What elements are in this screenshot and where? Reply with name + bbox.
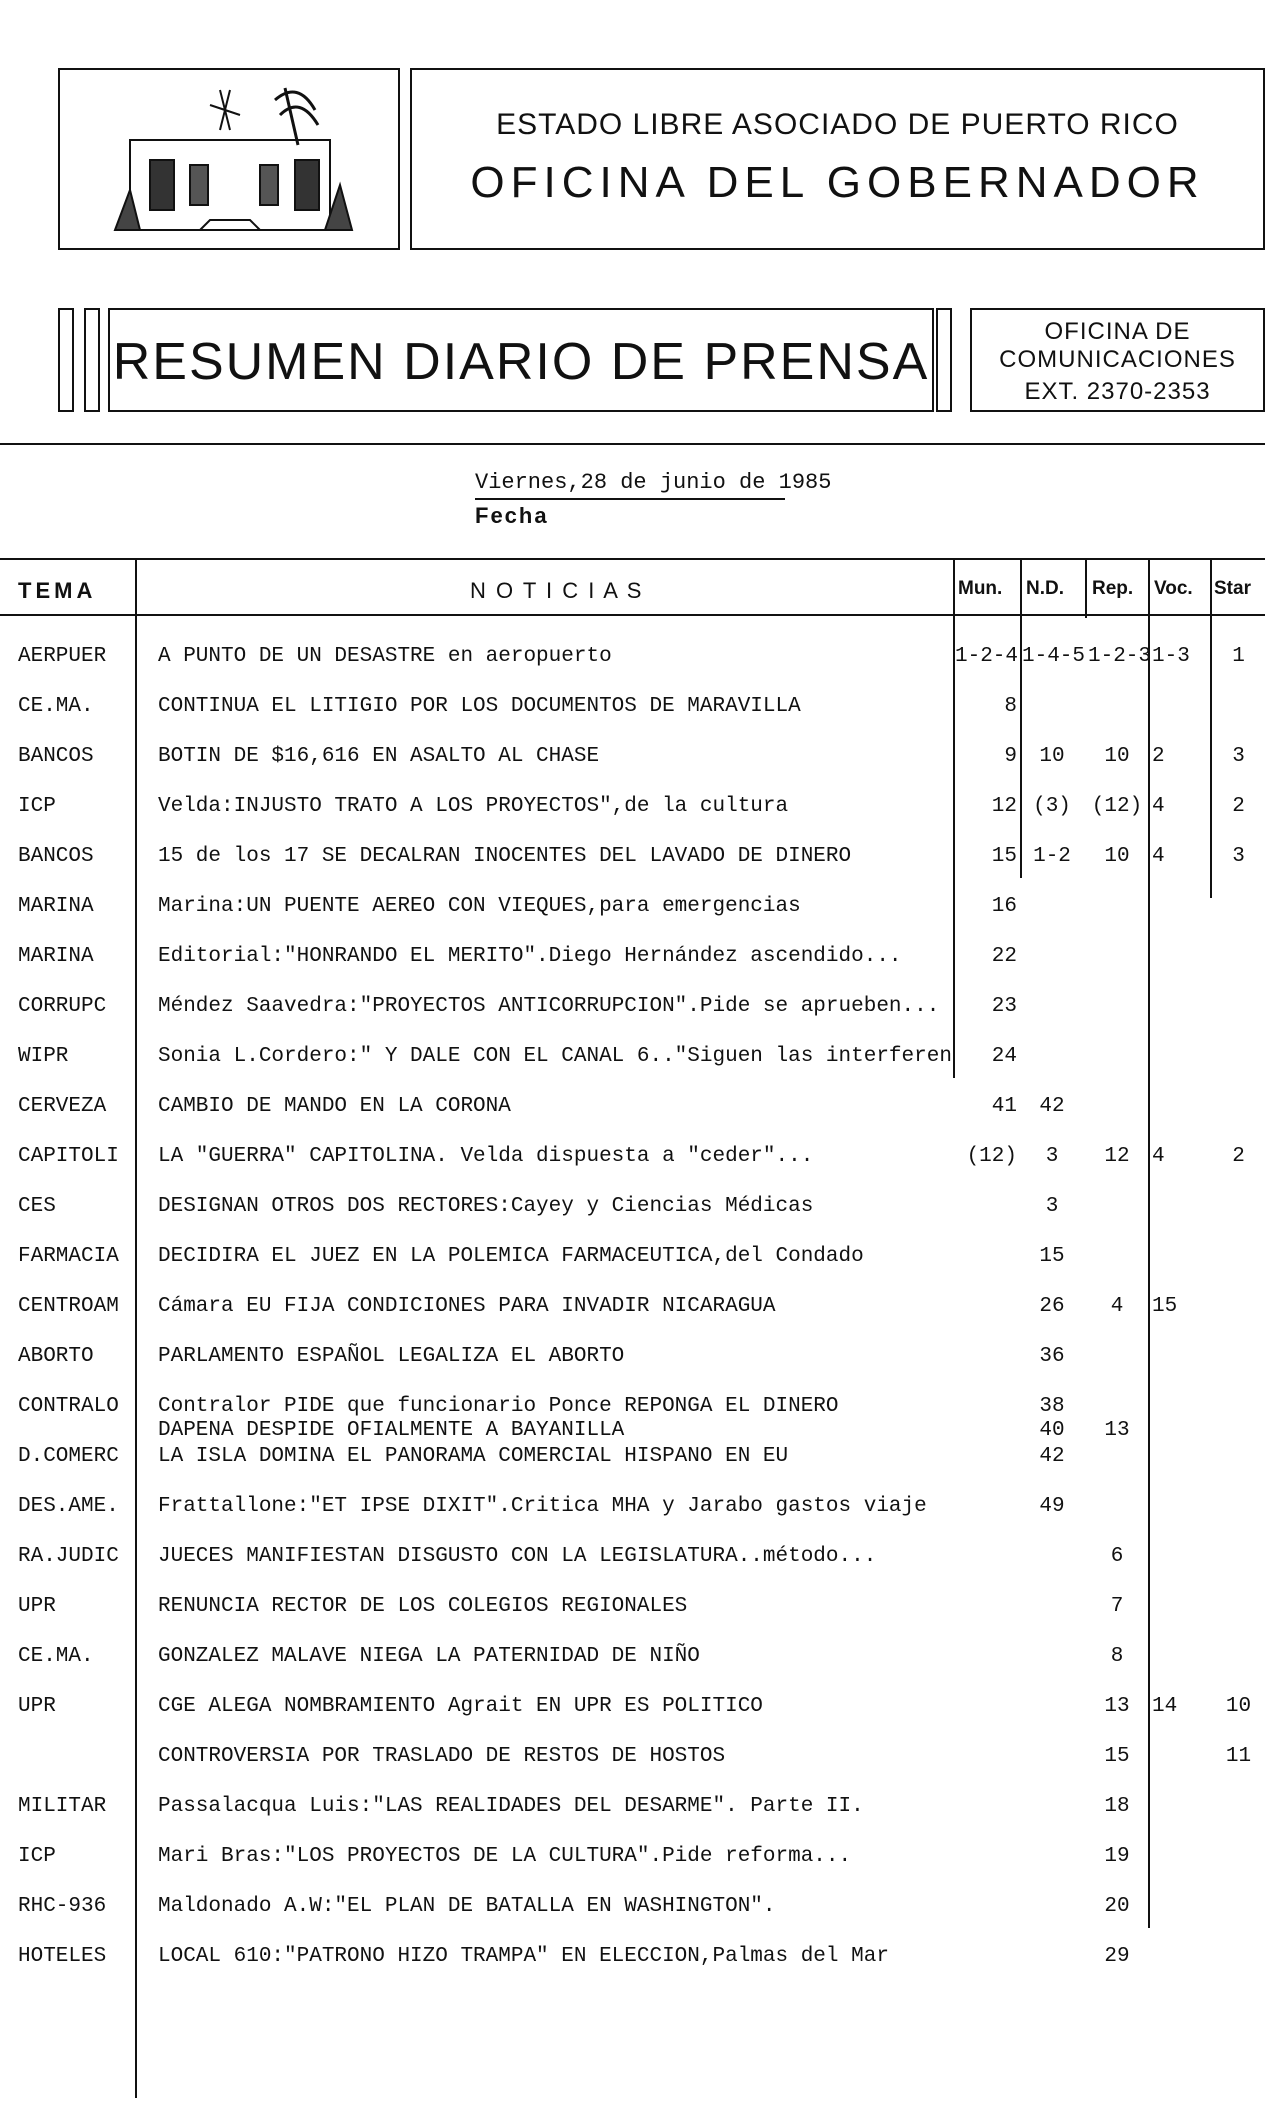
row-mun: 22	[991, 945, 1017, 968]
date-label: Fecha	[475, 503, 549, 528]
row-rep: 20	[1104, 1895, 1130, 1918]
row-tema: CES	[18, 1195, 56, 1218]
row-star: 1	[1232, 645, 1245, 668]
row-rep: 4	[1110, 1295, 1124, 1318]
fortaleza-logo-icon	[60, 70, 398, 248]
row-noticia: Editorial:"HONRANDO EL MERITO".Diego Hernández ascendido...	[158, 945, 902, 968]
row-mun: 16	[991, 895, 1017, 918]
row-star: 2	[1232, 1145, 1245, 1168]
row-tema: MARINA	[18, 945, 94, 968]
title-bar-left-2	[84, 308, 100, 412]
table-row	[0, 945, 1265, 995]
row-nd: 3	[1045, 1195, 1059, 1218]
table-row	[0, 1145, 1265, 1195]
row-noticia: BOTIN DE $16,616 EN ASALTO AL CHASE	[158, 745, 600, 768]
table-top-border	[0, 558, 1265, 560]
communications-box	[970, 308, 1265, 412]
table-row	[0, 1795, 1265, 1845]
row-voc: 15	[1152, 1295, 1178, 1318]
row-nd: 49	[1039, 1495, 1065, 1518]
row-rep: 13	[1104, 1695, 1130, 1718]
column-header-star: Star	[1214, 578, 1251, 599]
column-header-voc: Voc.	[1154, 578, 1193, 599]
date-underline	[475, 498, 785, 500]
row-rep: 12	[1104, 1145, 1130, 1168]
row-tema: CAPITOLI	[18, 1145, 119, 1168]
row-noticia: DECIDIRA EL JUEZ EN LA POLEMICA FARMACEUTICA,del Condado	[158, 1245, 864, 1268]
row-noticia: Cámara EU FIJA CONDICIONES PARA INVADIR NICARAGUA	[158, 1295, 776, 1318]
row-nd: 26	[1039, 1295, 1065, 1318]
table-row	[0, 1545, 1265, 1595]
row-noticia: RENUNCIA RECTOR DE LOS COLEGIOS REGIONALES	[158, 1595, 688, 1618]
row-tema: CORRUPC	[18, 995, 107, 1018]
row-mun: 15	[991, 845, 1017, 868]
column-header-tema: TEMA	[18, 578, 97, 603]
row-mun: 1-2-4	[955, 645, 1019, 668]
row-tema: RA.JUDIC	[18, 1545, 119, 1568]
row-tema: DES.AME.	[18, 1495, 119, 1518]
row-tema: ABORTO	[18, 1345, 94, 1368]
row-nd: 1-4-5	[1022, 645, 1086, 668]
table-row	[0, 745, 1265, 795]
comm-line-1: OFICINA DE	[1044, 318, 1191, 345]
row-tema: ICP	[18, 1845, 56, 1868]
comm-line-2: COMUNICACIONES	[999, 346, 1236, 373]
page-title: RESUMEN DIARIO DE PRENSA	[112, 333, 930, 391]
state-name: ESTADO LIBRE ASOCIADO DE PUERTO RICO	[496, 108, 1179, 141]
row-nd: 3	[1045, 1145, 1059, 1168]
row-noticia: A PUNTO DE UN DESASTRE en aeropuerto	[158, 645, 612, 668]
row-voc: 4	[1152, 845, 1165, 868]
table-row	[0, 1045, 1265, 1095]
rep-column-divider	[1085, 558, 1087, 618]
row-rep: (12)	[1091, 795, 1143, 818]
row-rep-second-line: 13	[1104, 1419, 1130, 1442]
row-rep: 29	[1104, 1945, 1130, 1968]
row-noticia: CAMBIO DE MANDO EN LA CORONA	[158, 1095, 511, 1118]
table-header-border	[0, 614, 1265, 616]
row-noticia: PARLAMENTO ESPAÑOL LEGALIZA EL ABORTO	[158, 1345, 625, 1368]
row-rep: 7	[1110, 1595, 1124, 1618]
office-name: OFICINA DEL GOBERNADOR	[470, 158, 1205, 207]
logo-frame	[58, 68, 400, 250]
table-row	[0, 695, 1265, 745]
row-rep: 6	[1110, 1545, 1124, 1568]
row-tema: CONTRALO	[18, 1395, 119, 1418]
table-row	[0, 1695, 1265, 1745]
row-voc: 14	[1152, 1695, 1178, 1718]
row-tema: HOTELES	[18, 1945, 107, 1968]
table-row	[0, 1495, 1265, 1545]
row-nd-second-line: 40	[1039, 1419, 1065, 1442]
table-row	[0, 1645, 1265, 1695]
row-mun: (12)	[966, 1145, 1017, 1168]
table-row	[0, 1895, 1265, 1945]
row-tema: FARMACIA	[18, 1245, 119, 1268]
row-tema: CERVEZA	[18, 1095, 107, 1118]
table-row	[0, 1395, 1265, 1445]
row-voc: 4	[1152, 795, 1165, 818]
row-noticia: CONTROVERSIA POR TRASLADO DE RESTOS DE HOSTOS	[158, 1745, 726, 1768]
row-noticia: Marina:UN PUENTE AEREO CON VIEQUES,para emergencias	[158, 895, 801, 918]
row-noticia: CONTINUA EL LITIGIO POR LOS DOCUMENTOS DE MARAVILLA	[158, 695, 801, 718]
row-noticia: Maldonado A.W:"EL PLAN DE BATALLA EN WASHINGTON".	[158, 1895, 776, 1918]
table-row	[0, 1745, 1265, 1795]
table-row	[0, 1595, 1265, 1645]
row-rep: 18	[1104, 1795, 1130, 1818]
row-noticia: GONZALEZ MALAVE NIEGA LA PATERNIDAD DE NIÑO	[158, 1645, 700, 1668]
row-noticia: LA "GUERRA" CAPITOLINA. Velda dispuesta a "ceder"...	[158, 1145, 814, 1168]
row-rep: 15	[1104, 1745, 1130, 1768]
row-noticia: CGE ALEGA NOMBRAMIENTO Agrait EN UPR ES POLITICO	[158, 1695, 763, 1718]
table-row	[0, 1295, 1265, 1345]
row-noticia: Sonia L.Cordero:" Y DALE CON EL CANAL 6.."Siguen las interferen	[158, 1045, 952, 1068]
row-voc: 2	[1152, 745, 1165, 768]
row-tema: D.COMERC	[18, 1445, 119, 1468]
row-star: 11	[1225, 1745, 1252, 1768]
row-star: 10	[1225, 1695, 1252, 1718]
row-nd: 42	[1039, 1095, 1065, 1118]
row-mun: 24	[991, 1045, 1017, 1068]
table-row	[0, 1095, 1265, 1145]
row-nd: 10	[1039, 745, 1065, 768]
row-tema: UPR	[18, 1595, 56, 1618]
row-noticia: Contralor PIDE que funcionario Ponce REPONGA EL DINERO	[158, 1395, 839, 1418]
column-header-mun: Mun.	[958, 578, 1003, 599]
row-tema: BANCOS	[18, 745, 94, 768]
row-noticia: LOCAL 610:"PATRONO HIZO TRAMPA" EN ELECCION,Palmas del Mar	[158, 1945, 889, 1968]
title-box	[108, 308, 934, 412]
column-header-nd: N.D.	[1026, 578, 1064, 599]
header-divider	[0, 443, 1265, 445]
table-row	[0, 1345, 1265, 1395]
table-row	[0, 895, 1265, 945]
row-rep: 10	[1104, 845, 1130, 868]
table-row	[0, 1195, 1265, 1245]
row-nd: 42	[1039, 1445, 1065, 1468]
table-row	[0, 1245, 1265, 1295]
row-noticia: Méndez Saavedra:"PROYECTOS ANTICORRUPCION".Pide se aprueben...	[158, 995, 940, 1018]
row-mun: 23	[991, 995, 1017, 1018]
row-tema: CE.MA.	[18, 1645, 94, 1668]
row-rep: 19	[1104, 1845, 1130, 1868]
row-tema: WIPR	[18, 1045, 69, 1068]
row-noticia: Passalacqua Luis:"LAS REALIDADES DEL DESARME". Parte II.	[158, 1795, 864, 1818]
table-row	[0, 1845, 1265, 1895]
title-bar-right	[936, 308, 952, 412]
row-mun: 12	[991, 795, 1017, 818]
table-row	[0, 1945, 1265, 1995]
row-tema: RHC-936	[18, 1895, 107, 1918]
comm-extension: EXT. 2370-2353	[1024, 378, 1211, 405]
row-noticia: DESIGNAN OTROS DOS RECTORES:Cayey y Ciencias Médicas	[158, 1195, 814, 1218]
row-noticia: JUECES MANIFIESTAN DISGUSTO CON LA LEGISLATURA..método...	[158, 1545, 877, 1568]
row-tema: CE.MA.	[18, 695, 94, 718]
row-nd: 15	[1039, 1245, 1065, 1268]
date-value: Viernes,28 de junio de 1985	[475, 470, 832, 495]
government-header	[410, 68, 1265, 250]
row-mun: 9	[1004, 745, 1017, 768]
table-row	[0, 795, 1265, 845]
row-noticia-second-line: DAPENA DESPIDE OFIALMENTE A BAYANILLA	[158, 1419, 625, 1442]
row-nd: 1-2	[1033, 845, 1071, 868]
table-row	[0, 995, 1265, 1045]
row-noticia: 15 de los 17 SE DECALRAN INOCENTES DEL LAVADO DE DINERO	[158, 845, 852, 868]
table-row	[0, 1445, 1265, 1495]
table-row	[0, 845, 1265, 895]
row-tema: CENTROAM	[18, 1295, 119, 1318]
row-star: 3	[1232, 745, 1245, 768]
row-tema: MARINA	[18, 895, 94, 918]
row-voc: 4	[1152, 1145, 1165, 1168]
row-mun: 8	[1004, 695, 1017, 718]
row-noticia: Velda:INJUSTO TRATO A LOS PROYECTOS",de la cultura	[158, 795, 789, 818]
row-noticia: Frattallone:"ET IPSE DIXIT".Critica MHA y Jarabo gastos viaje	[158, 1495, 927, 1518]
row-rep: 8	[1110, 1645, 1124, 1668]
row-star: 3	[1232, 845, 1245, 868]
row-noticia: Mari Bras:"LOS PROYECTOS DE LA CULTURA".Pide reforma...	[158, 1845, 852, 1868]
row-nd: 36	[1039, 1345, 1065, 1368]
row-noticia: LA ISLA DOMINA EL PANORAMA COMERCIAL HISPANO EN EU	[158, 1445, 789, 1468]
row-mun: 41	[991, 1095, 1017, 1118]
row-tema: UPR	[18, 1695, 56, 1718]
column-header-noticias: N O T I C I A S	[470, 578, 644, 603]
column-header-rep: Rep.	[1092, 578, 1134, 599]
row-nd: (3)	[1033, 795, 1071, 818]
row-star: 2	[1232, 795, 1245, 818]
row-tema: MILITAR	[18, 1795, 107, 1818]
row-rep: 1-2-3	[1088, 645, 1152, 668]
row-tema: ICP	[18, 795, 56, 818]
row-voc: 1-3	[1152, 645, 1190, 668]
table-row	[0, 645, 1265, 695]
row-tema: AERPUER	[18, 645, 107, 668]
row-tema: BANCOS	[18, 845, 94, 868]
row-rep: 10	[1104, 745, 1130, 768]
row-nd: 38	[1039, 1395, 1065, 1418]
title-bar-left-1	[58, 308, 74, 412]
